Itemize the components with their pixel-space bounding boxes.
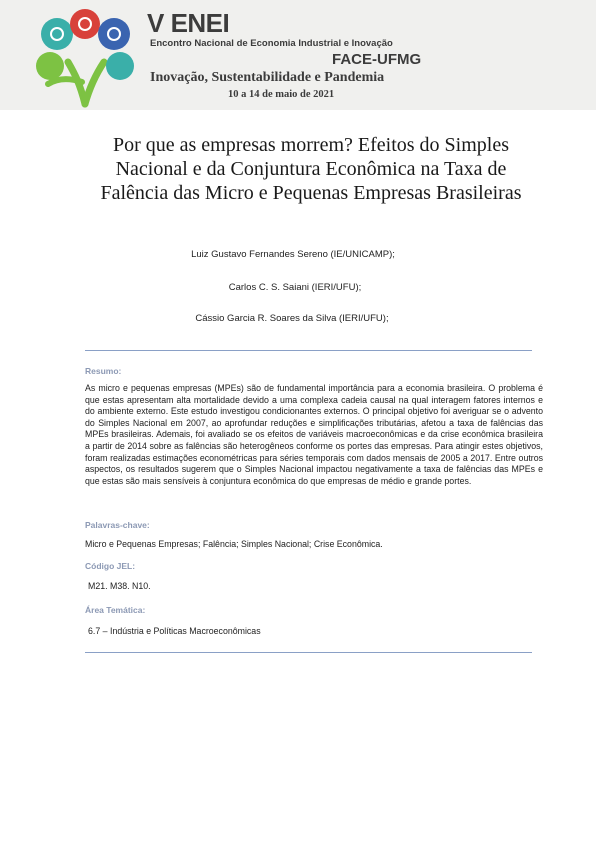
author-1: Luiz Gustavo Fernandes Sereno (IE/UNICAMP);: [191, 249, 395, 260]
divider-top: [85, 350, 532, 351]
conference-banner: [0, 0, 596, 110]
keywords-label: Palavras-chave:: [85, 520, 150, 530]
event-theme: Inovação, Sustentabilidade e Pandemia: [150, 70, 385, 85]
jel-label: Código JEL:: [85, 561, 136, 571]
author-2: Carlos C. S. Saiani (IERI/UFU);: [228, 282, 362, 293]
author-3: Cássio Garcia R. Soares da Silva (IERI/UFU);: [195, 313, 389, 324]
keywords-text: Micro e Pequenas Empresas; Falência; Simples Nacional; Crise Econômica.: [85, 539, 383, 549]
resumo-label: Resumo:: [85, 366, 122, 376]
area-text: 6.7 – Indústria e Políticas Macroeconômicas: [88, 626, 261, 636]
event-dates: 10 a 14 de maio de 2021: [228, 89, 335, 100]
resumo-text: As micro e pequenas empresas (MPEs) são de fundamental importância para a economia brasileira. O problema é que estas apresentam alta mortalidade devido a uma complexa cadeia causal na qual interagem fatores internos e do ambiente externo. Este estudo investigou condicionantes externos. O principal objetivo foi averiguar se o advento do Simples Nacional em 2007, ao aprofundar reduções e simplificações tributárias, afetou a taxa de falências das MPEs brasileiras. Ademais, foi avaliado se os efeitos de variáveis macroeconômicas e da crise econômica brasileira a partir de 2014 sobre as falências são heterogêneos conforme os portes das empresas. Para atingir estes objetivos, foram realizadas estimações econométricas para séries temporais com dados mensais de 2005 a 2017. Entre outros aspectos, os resultados sugerem que o Simples Nacional impactou negativamente a taxa de falências das MPEs e que estas são mais sensíveis à conjuntura econômica do que empresas de médio e grande portes.: [85, 383, 543, 486]
event-title: V ENEI: [147, 8, 230, 38]
divider-bottom: [85, 652, 532, 653]
event-full-name: Encontro Nacional de Economia Industrial e Inovação: [150, 38, 393, 49]
event-host: FACE-UFMG: [332, 51, 422, 68]
paper-title: Por que as empresas morrem? Efeitos do Simples Nacional e da Conjuntura Econômica na Taxa de Falência das Micro e Pequenas Empresas Brasileiras: [100, 134, 522, 204]
enei-logo-icon: [30, 4, 140, 108]
jel-text: M21. M38. N10.: [88, 581, 151, 591]
area-label: Área Temática:: [85, 605, 146, 615]
